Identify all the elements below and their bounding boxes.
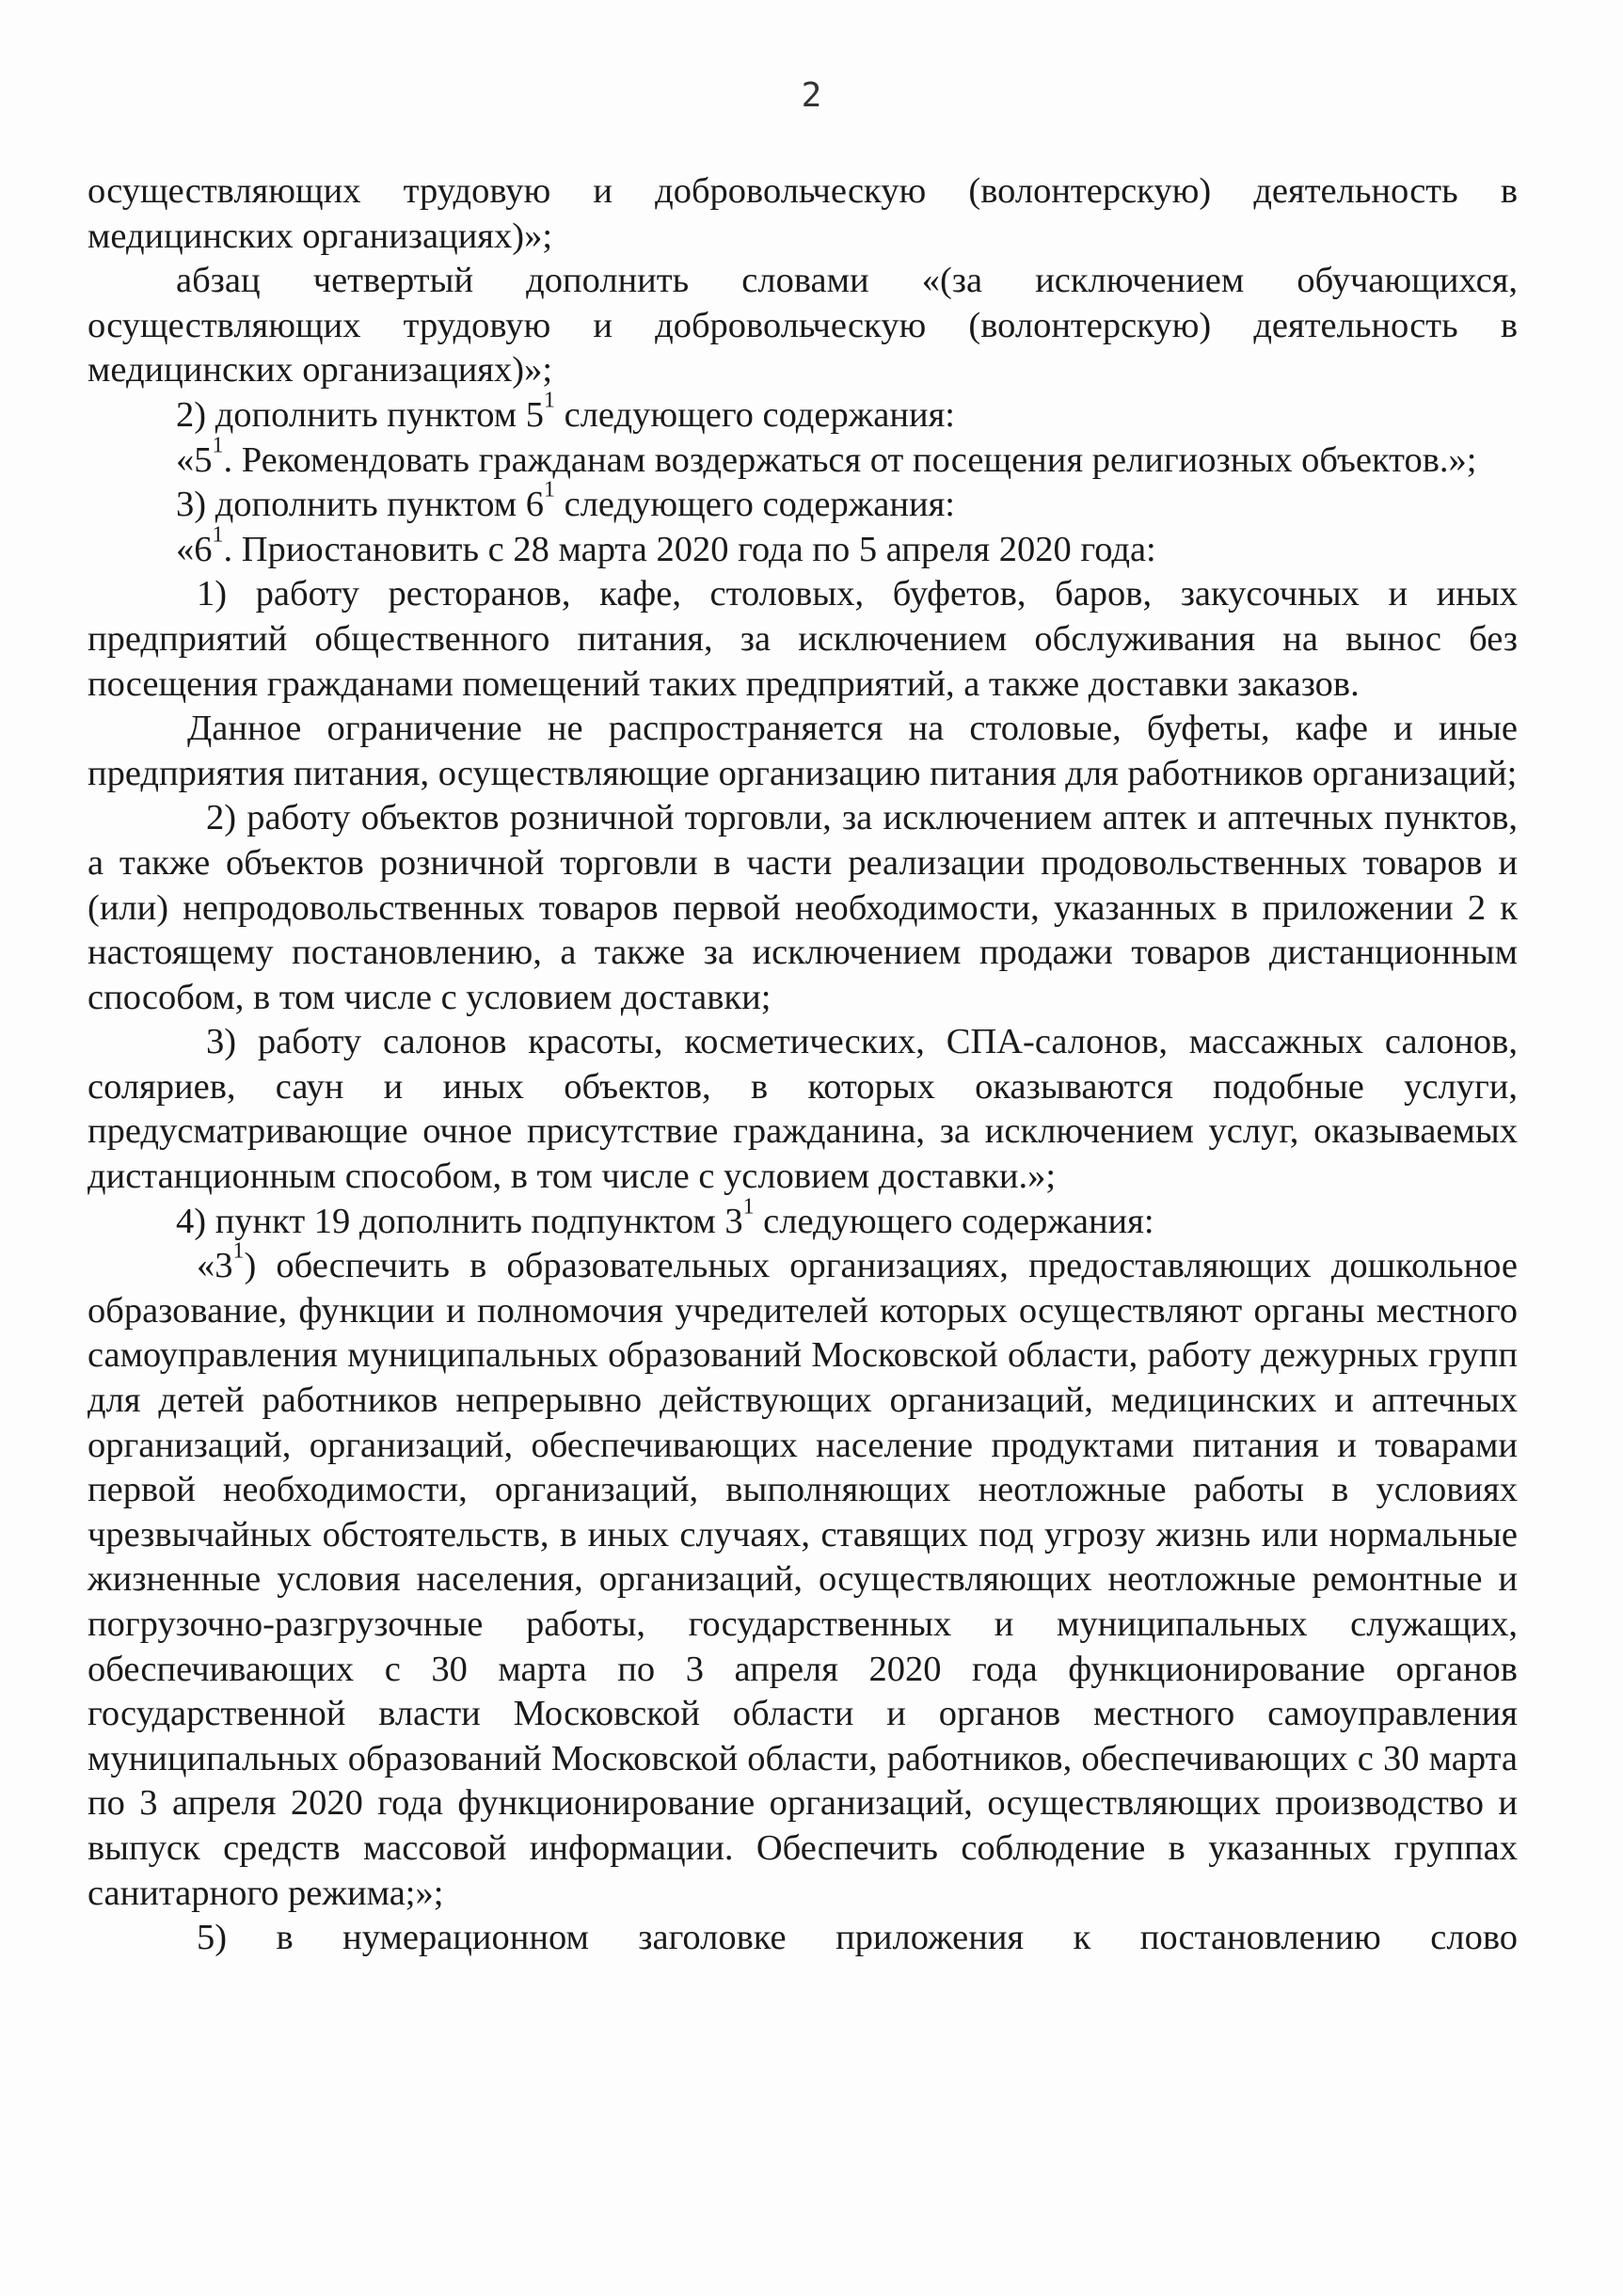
- paragraph-text: «3: [197, 1246, 233, 1286]
- paragraph-text: 4) пункт 19 дополнить подпунктом 3: [176, 1201, 743, 1241]
- paragraph-text: 3) работу салонов красоты, косметических, СПА-салонов, массажных салонов, соляриев, саун и иных объектов, в которых оказываются подобные услуги, предусматривающие очное присутствие гражданина, за исключением услуг, оказываемых дистанционным способом, в том числе с условием доставки.»;: [88, 1022, 1518, 1197]
- paragraph-text: следующего содержания:: [554, 485, 955, 525]
- paragraph: [88, 796, 1518, 1020]
- paragraph: [88, 1238, 1518, 1916]
- superscript: 1: [742, 1194, 755, 1220]
- paragraph: [88, 259, 1518, 393]
- paragraph: [88, 1020, 1518, 1199]
- paragraph-text: 5) в нумерационном заголовке приложения к постановлению слово: [197, 1918, 1518, 1958]
- paragraph: [88, 572, 1518, 707]
- superscript: 1: [212, 522, 224, 548]
- paragraph-text: «5: [176, 439, 213, 480]
- superscript: 1: [544, 477, 555, 502]
- page-number: 2: [801, 76, 822, 115]
- paragraph-text: 2) работу объектов розничной торговли, за исключением аптек и аптечных пунктов, а также объектов розничной торговли в части реализации продовольственных товаров и (или) непродовольственных товаров первой необходимости, указанных в приложении 2 к настоящему постановлению, а также за исключением продажи товаров дистанционным способом, в том числе с условием доставки;: [88, 798, 1518, 1017]
- paragraph-text: следующего содержания:: [754, 1201, 1154, 1241]
- paragraph: [88, 169, 1518, 259]
- superscript: 1: [232, 1238, 245, 1264]
- paragraph-text: 1) работу ресторанов, кафе, столовых, буфетов, баров, закусочных и иных предприятий общественного питания, за исключением обслуживания на вынос без посещения гражданами помещений таких предприятий, а также доставки заказов.: [88, 574, 1518, 704]
- superscript: 1: [544, 388, 555, 413]
- paragraph-text: «6: [176, 529, 213, 569]
- paragraph-text: . Приостановить с 28 марта 2020 года по 5 апреля 2020 года:: [223, 529, 1156, 569]
- paragraph: [88, 522, 1518, 573]
- paragraph-text: Данное ограничение не распространяется на столовые, буфеты, кафе и иные предприятия питания, осуществляющие организацию питания для работников организаций;: [88, 709, 1518, 793]
- paragraph-text: 2) дополнить пунктом 5: [176, 394, 545, 435]
- paragraph-text: 3) дополнить пунктом 6: [176, 485, 545, 525]
- paragraph-text: ) обеспечить в образовательных организациях, предоставляющих дошкольное образование, функции и полномочия учредителей которых осуществляют органы местного самоуправления муниципальных образований Московской области, работу дежурных групп для детей работников непрерывно действующих организаций, медицинских и аптечных организаций, организаций, обеспечивающих население продуктами питания и товарами первой необходимости, организаций, выполняющих неотложные работы в условиях чрезвычайных обстоятельств, в иных случаях, ставящих под угрозу жизнь или нормальные жизненные условия населения, организаций, осуществляющих неотложные ремонтные и погрузочно-разгрузочные работы, государственных и муниципальных служащих, обеспечивающих с 30 марта по 3 апреля 2020 года функционирование органов государственной власти Московской области и органов местного самоуправления муниципальных образований Московской области, работников, обеспечивающих с 30 марта по 3 апреля 2020 года функционирование организаций, осуществляющих производство и выпуск средств массовой информации. Обеспечить соблюдение в указанных группах санитарного режима;»;: [88, 1246, 1518, 1913]
- paragraph: [88, 1194, 1518, 1245]
- paragraph-text: следующего содержания:: [554, 394, 955, 435]
- paragraph: [88, 1916, 1518, 1961]
- paragraph-text: осуществляющих трудовую и добровольческую (волонтерскую) деятельность в медицинских организациях)»;: [88, 171, 1518, 256]
- superscript: 1: [212, 433, 224, 458]
- document-body: [88, 169, 1518, 1961]
- paragraph: [88, 707, 1518, 796]
- paragraph-text: . Рекомендовать гражданам воздержаться от посещения религиозных объектов.»;: [223, 439, 1477, 480]
- paragraph: [88, 433, 1518, 484]
- paragraph: [88, 477, 1518, 528]
- paragraph-text: абзац четвертый дополнить словами «(за исключением обучающихся, осуществляющих трудовую и добровольческую (волонтерскую) деятельность в медицинских организациях)»;: [88, 261, 1518, 391]
- paragraph: [88, 388, 1518, 438]
